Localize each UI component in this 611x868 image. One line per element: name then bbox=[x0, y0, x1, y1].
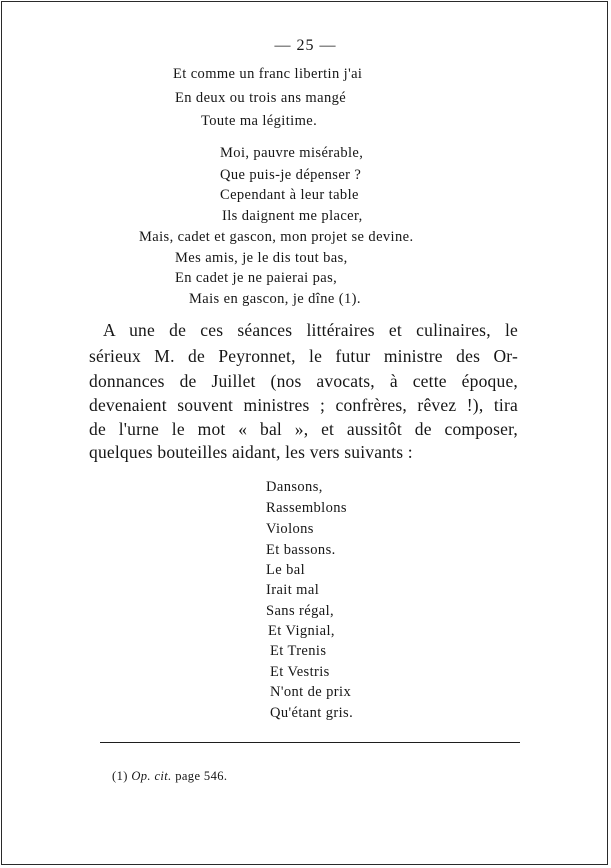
verse-line: Que puis-je dépenser ? bbox=[220, 167, 362, 183]
paragraph-line: quelques bouteilles aidant, les vers suivants : bbox=[89, 442, 413, 462]
paragraph-line: de l'urne le mot « bal », et aussitôt de composer, bbox=[89, 419, 518, 439]
verse-line: Dansons, bbox=[266, 479, 323, 495]
verse-line: Sans régal, bbox=[266, 603, 335, 619]
page-number: — 25 — bbox=[274, 37, 337, 54]
footnote bbox=[112, 769, 227, 784]
paragraph-line: sérieux M. de Peyronnet, le futur ministre des Or- bbox=[89, 346, 518, 366]
footnote-marker: (1) bbox=[112, 769, 128, 783]
verse-line: Et bassons. bbox=[266, 542, 336, 558]
paragraph-line: A une de ces séances littéraires et culinaires, le bbox=[103, 320, 518, 340]
verse-line: En cadet je ne paierai pas, bbox=[175, 270, 338, 286]
verse-line: Irait mal bbox=[266, 582, 320, 598]
verse-line: Mais, cadet et gascon, mon projet se devine. bbox=[139, 229, 414, 245]
verse-line: Ils daignent me placer, bbox=[222, 208, 363, 224]
footnote-ref: Op. cit. bbox=[131, 769, 172, 783]
paragraph-line: donnances de Juillet (nos avocats, à cette époque, bbox=[89, 371, 518, 391]
verse-line: N'ont de prix bbox=[270, 684, 352, 700]
verse-line: Et Vignial, bbox=[268, 623, 335, 639]
verse-line: Le bal bbox=[266, 562, 306, 578]
verse-line: Mes amis, je le dis tout bas, bbox=[175, 250, 348, 266]
verse-line: Et comme un franc libertin j'ai bbox=[173, 66, 363, 82]
verse-line: Et Trenis bbox=[270, 643, 327, 659]
footnote-text: page 546. bbox=[175, 769, 228, 783]
verse-line: Violons bbox=[266, 521, 314, 537]
paragraph-line: devenaient souvent ministres ; confrères, rêvez !), tira bbox=[89, 395, 518, 415]
verse-line: Toute ma légitime. bbox=[201, 113, 318, 129]
verse-line: Moi, pauvre misérable, bbox=[220, 145, 364, 161]
verse-line: Qu'étant gris. bbox=[270, 705, 354, 721]
verse-line: Cependant à leur table bbox=[220, 187, 359, 203]
footnote-rule bbox=[100, 742, 520, 743]
verse-line: Et Vestris bbox=[270, 664, 330, 680]
verse-line: Mais en gascon, je dîne (1). bbox=[189, 291, 361, 307]
verse-line: En deux ou trois ans mangé bbox=[175, 90, 347, 106]
verse-line: Rassemblons bbox=[266, 500, 347, 516]
